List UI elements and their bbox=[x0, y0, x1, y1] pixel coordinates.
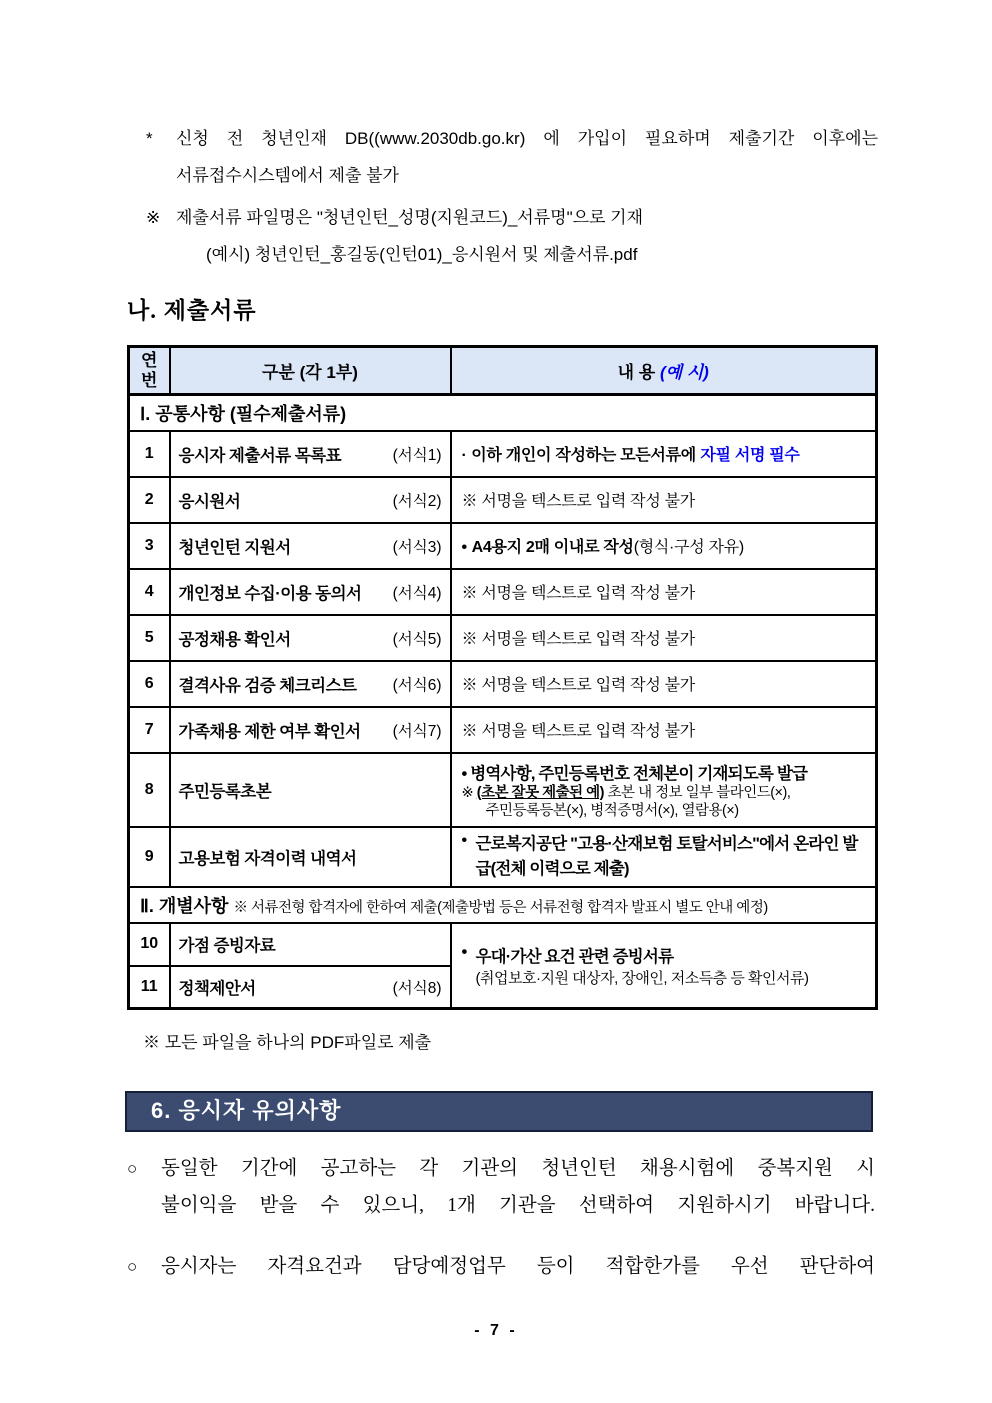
doc-content bbox=[451, 753, 877, 827]
table-row bbox=[129, 923, 877, 966]
row-number: 11 bbox=[129, 966, 170, 1009]
doc-name: 응시원서 bbox=[178, 492, 241, 511]
row-number: 4 bbox=[129, 569, 170, 615]
documents-table bbox=[127, 345, 878, 1010]
form-code: (서식6) bbox=[392, 676, 442, 694]
content-text: 근로복지공단 "고용·산재보험 토탈서비스"에서 온라인 발급(전체 이력으로 제출) bbox=[475, 834, 858, 878]
section6-banner bbox=[125, 1091, 873, 1132]
row-number: 8 bbox=[129, 753, 170, 827]
header-no-line: 연 bbox=[141, 350, 158, 370]
note-line: 서류접수시스템에서 제출 불가 bbox=[176, 166, 399, 185]
section-individual-note: ※ 서류전형 합격자에 한하여 제출(제출방법 등은 서류전형 합격자 발표시 별도 안내 예정) bbox=[233, 899, 768, 916]
bullet: • bbox=[461, 831, 468, 849]
notice-line: 불이익을 받을 수 있으니, 1개 기관을 선택하여 지원하시기 바랍니다. bbox=[161, 1195, 875, 1216]
content-text: 우대·가산 요건 관련 증빙서류 bbox=[475, 947, 674, 966]
notice-item bbox=[127, 1248, 875, 1285]
note-line: (예시) 청년인턴_홍길동(인턴01)_응시원서 및 제출서류.pdf bbox=[206, 245, 638, 264]
reference-marker: ※ bbox=[146, 208, 161, 227]
circle-bullet: ○ bbox=[127, 1159, 138, 1178]
header-no bbox=[129, 347, 170, 395]
header-content bbox=[451, 347, 877, 395]
form-code: (서식7) bbox=[392, 722, 442, 740]
applicant-notices bbox=[127, 1150, 875, 1309]
doc-name: 공정채용 확인서 bbox=[178, 630, 291, 649]
row-number: 6 bbox=[129, 661, 170, 707]
section-individual-title: Ⅱ. 개별사항 bbox=[140, 895, 229, 916]
form-code: (서식8) bbox=[392, 979, 442, 997]
doc-content bbox=[451, 827, 877, 887]
doc-name: 청년인턴 지원서 bbox=[178, 538, 291, 557]
table-row bbox=[129, 615, 877, 661]
content-text: A4용지 2매 이내로 작성 bbox=[471, 539, 634, 556]
content-text: 이하 개인이 작성하는 모든서류에 bbox=[471, 447, 696, 464]
doc-content: ※ 서명을 텍스트로 입력 작성 불가 bbox=[451, 615, 877, 661]
merged-doc-content bbox=[451, 923, 877, 1009]
note-db-registration bbox=[146, 120, 878, 194]
form-code: (서식3) bbox=[392, 538, 442, 556]
doc-content: ※ 서명을 텍스트로 입력 작성 불가 bbox=[451, 707, 877, 753]
content-highlight: 자필 서명 필수 bbox=[700, 447, 800, 464]
top-notes bbox=[146, 120, 878, 278]
table-row bbox=[129, 827, 877, 887]
content-sub: (취업보호·지원 대상자, 장애인, 저소득층 등 확인서류) bbox=[475, 969, 809, 987]
table-row bbox=[129, 523, 877, 569]
doc-content: ※ 서명을 텍스트로 입력 작성 불가 bbox=[451, 569, 877, 615]
content-sub: 초본 내 정보 일부 블라인드(×), bbox=[607, 784, 791, 801]
doc-name: 정책제안서 bbox=[178, 979, 256, 998]
circle-bullet: ○ bbox=[127, 1257, 138, 1276]
table-row bbox=[129, 431, 877, 477]
table-header-row bbox=[129, 347, 877, 395]
bullet: • bbox=[461, 764, 467, 783]
row-number: 5 bbox=[129, 615, 170, 661]
note-line: 신청 전 청년인재 DB((www.2030db.go.kr) 에 가입이 필요하며 제출기간 이후에는 bbox=[176, 129, 878, 148]
section-heading: 나. 제출서류 bbox=[127, 298, 257, 323]
form-code: (서식4) bbox=[392, 584, 442, 602]
section-individual-row bbox=[129, 887, 877, 923]
header-content-note: (예 시) bbox=[659, 363, 709, 382]
notice-item bbox=[127, 1150, 875, 1224]
table-row bbox=[129, 661, 877, 707]
note-line: 제출서류 파일명은 "청년인턴_성명(지원코드)_서류명"으로 기재 bbox=[176, 208, 644, 227]
bullet: • bbox=[461, 539, 468, 556]
content-text: 병역사항, 주민등록번호 전체본이 기재되도록 발급 bbox=[470, 764, 808, 783]
table-row bbox=[129, 707, 877, 753]
row-number: 2 bbox=[129, 477, 170, 523]
table-row bbox=[129, 477, 877, 523]
row-number: 7 bbox=[129, 707, 170, 753]
header-content-label: 내 용 bbox=[617, 363, 656, 382]
table-row bbox=[129, 569, 877, 615]
section-common-title: Ⅰ. 공통사항 (필수제출서류) bbox=[129, 395, 877, 431]
bullet: · bbox=[461, 447, 467, 464]
asterisk-marker: * bbox=[146, 129, 153, 148]
row-number: 1 bbox=[129, 431, 170, 477]
notice-line: 응시자는 자격요건과 담당예정업무 등이 적합한가를 우선 판단하여 bbox=[161, 1256, 875, 1277]
note-filename-rule bbox=[146, 199, 878, 273]
row-number: 3 bbox=[129, 523, 170, 569]
doc-name: 결격사유 검증 체크리스트 bbox=[178, 676, 357, 695]
section-common-row bbox=[129, 395, 877, 431]
table-row bbox=[129, 753, 877, 827]
content-sub: 주민등록등본(×), 병적증명서(×), 열람용(×) bbox=[485, 802, 739, 819]
doc-name: 응시자 제출서류 목록표 bbox=[178, 446, 342, 465]
doc-content: ※ 서명을 텍스트로 입력 작성 불가 bbox=[451, 477, 877, 523]
single-pdf-note: ※ 모든 파일을 하나의 PDF파일로 제출 bbox=[143, 1033, 432, 1052]
notice-line: 동일한 기간에 공고하는 각 기관의 청년인턴 채용시험에 중복지원 시 bbox=[161, 1158, 875, 1179]
form-code: (서식1) bbox=[392, 446, 442, 464]
row-number: 9 bbox=[129, 827, 170, 887]
doc-name: 개인정보 수집·이용 동의서 bbox=[178, 584, 362, 603]
row-number: 10 bbox=[129, 923, 170, 966]
doc-name: 고용보험 자격이력 내역서 bbox=[178, 849, 357, 868]
doc-content bbox=[451, 523, 877, 569]
doc-name: 가족채용 제한 여부 확인서 bbox=[178, 722, 361, 741]
doc-content: ※ 서명을 텍스트로 입력 작성 불가 bbox=[451, 661, 877, 707]
doc-content bbox=[451, 431, 877, 477]
reference-marker: ※ bbox=[461, 784, 474, 801]
doc-name: 가점 증빙자료 bbox=[178, 937, 276, 955]
form-code: (서식5) bbox=[392, 630, 442, 648]
page-number: - 7 - bbox=[474, 1322, 518, 1339]
form-code: (서식2) bbox=[392, 492, 442, 510]
content-underlined: (초본 잘못 제출된 예) bbox=[476, 784, 604, 801]
bullet: • bbox=[461, 942, 468, 961]
header-category: 구분 (각 1부) bbox=[170, 347, 451, 395]
section6-title: 6. 응시자 유의사항 bbox=[151, 1098, 342, 1123]
header-no-line: 번 bbox=[141, 370, 158, 390]
doc-name: 주민등록초본 bbox=[178, 782, 272, 801]
content-sub: (형식·구성 자유) bbox=[633, 539, 744, 556]
